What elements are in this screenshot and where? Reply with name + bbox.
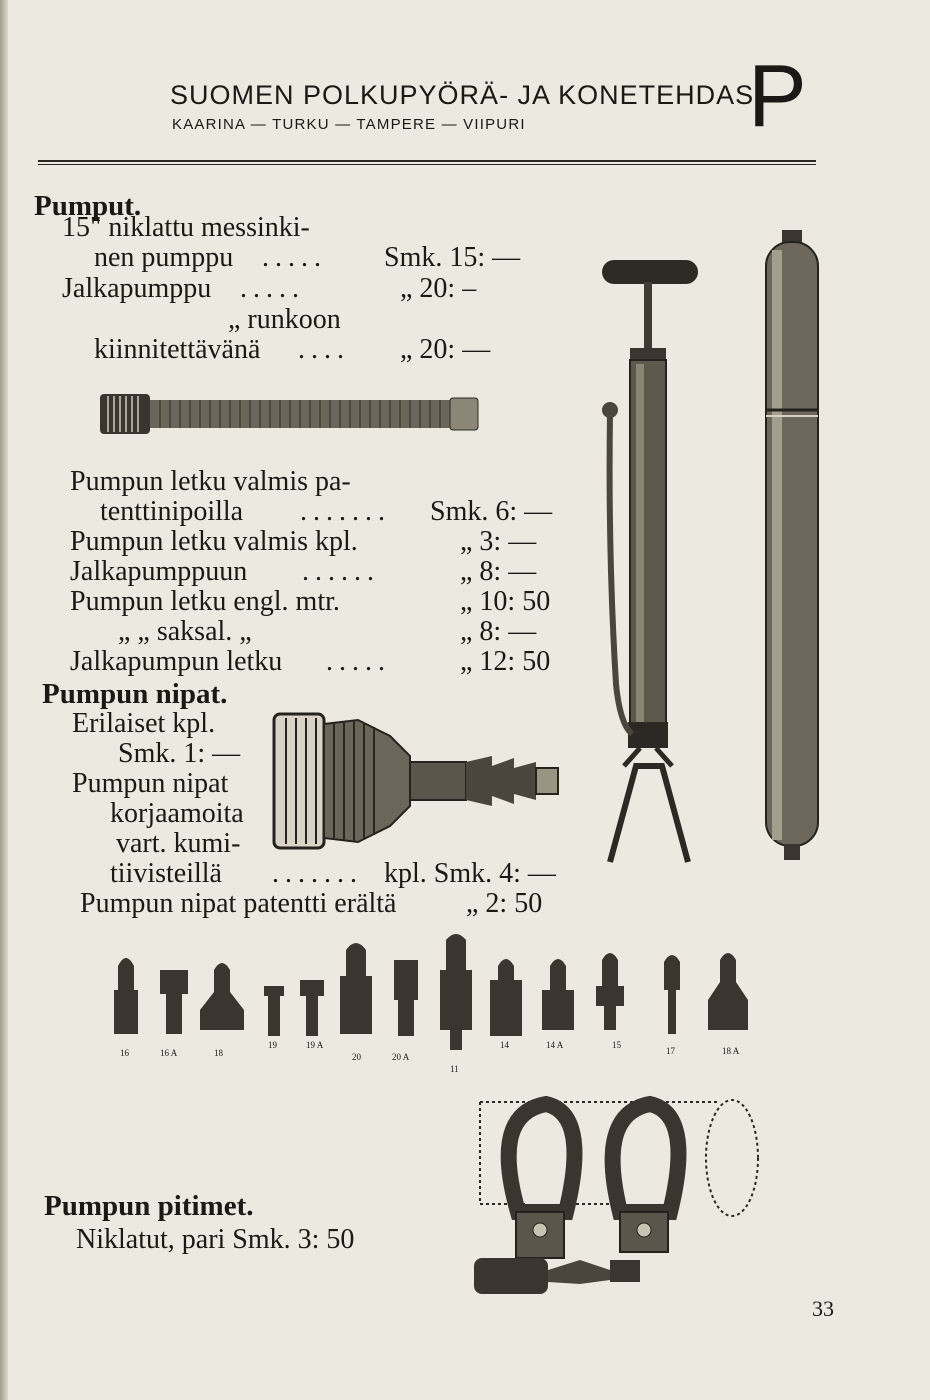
leader-dots: ..... bbox=[262, 242, 327, 273]
holders-heading: Pumpun pitimet. bbox=[44, 1190, 254, 1222]
leader-dots: .... bbox=[298, 334, 350, 365]
company-cities: KAARINA — TURKU — TAMPERE — VIIPURI bbox=[172, 116, 526, 133]
header-rule bbox=[38, 160, 816, 162]
nipple-label-10: 14 A bbox=[546, 1040, 564, 1050]
pumps-line-2-price: Smk. 15: — bbox=[384, 242, 521, 273]
nipple-label-6: 20 bbox=[352, 1052, 361, 1062]
hoses-line-5: Pumpun letku engl. mtr. bbox=[70, 586, 340, 617]
nipples-line-2: Smk. 1: — bbox=[118, 738, 241, 769]
pumps-line-5-price: „ 20: — bbox=[400, 334, 491, 365]
book-spine-shadow bbox=[0, 0, 8, 1400]
pumps-heading: Pumput. bbox=[34, 190, 142, 222]
page-number: 33 bbox=[812, 1296, 834, 1321]
nipple-label-4: 19 bbox=[268, 1040, 277, 1050]
nipples-heading: Pumpun nipat. bbox=[42, 678, 228, 710]
hoses-line-6: „ „ saksal. „ bbox=[118, 616, 252, 647]
nipple-label-11: 15 bbox=[612, 1040, 621, 1050]
pump-holders-illustration bbox=[470, 1094, 760, 1304]
leader-dots: ...... bbox=[302, 556, 380, 587]
nipples-line-4: korjaamoita bbox=[110, 798, 244, 829]
hoses-line-3-price: „ 3: — bbox=[460, 526, 537, 557]
header-rule-thin bbox=[38, 164, 816, 165]
nipple-label-1: 16 bbox=[120, 1048, 129, 1058]
frame-pump-illustration bbox=[762, 230, 822, 864]
company-name: SUOMEN POLKUPYÖRÄ- JA KONETEHDAS bbox=[170, 80, 755, 110]
nipples-line-3: Pumpun nipat bbox=[72, 768, 229, 799]
nipple-label-3: 18 bbox=[214, 1048, 223, 1058]
leader-dots: ..... bbox=[326, 646, 391, 677]
hoses-line-7: Jalkapumpun letku bbox=[70, 646, 283, 677]
pumps-line-5: kiinnitettävänä bbox=[94, 334, 261, 365]
hoses-line-3: Pumpun letku valmis kpl. bbox=[70, 526, 358, 557]
nipple-label-7: 20 A bbox=[392, 1052, 410, 1062]
nipples-line-1: Erilaiset kpl. bbox=[72, 708, 216, 739]
nipple-illustration bbox=[270, 706, 570, 856]
nipple-label-12: 17 bbox=[666, 1046, 675, 1056]
hoses-line-5-price: „ 10: 50 bbox=[460, 586, 551, 617]
hoses-line-2: tenttinipoilla bbox=[100, 496, 244, 527]
nipples-line-7: Pumpun nipat patentti erältä bbox=[80, 888, 397, 919]
hoses-line-6-price: „ 8: — bbox=[460, 616, 537, 647]
hoses-line-4-price: „ 8: — bbox=[460, 556, 537, 587]
hoses-line-7-price: „ 12: 50 bbox=[460, 646, 551, 677]
nipples-line-7-price: „ 2: 50 bbox=[466, 888, 543, 919]
leader-dots: ....... bbox=[272, 858, 363, 889]
holders-line-1: Niklatut, pari Smk. 3: 50 bbox=[76, 1224, 355, 1255]
nipple-label-9: 14 bbox=[500, 1040, 509, 1050]
nipple-label-13: 18 A bbox=[722, 1046, 740, 1056]
leader-dots: ....... bbox=[300, 496, 391, 527]
pumps-line-2: nen pumppu bbox=[94, 242, 234, 273]
nipples-line-6: tiivisteillä bbox=[110, 858, 222, 889]
section-letter: P bbox=[748, 46, 807, 145]
nipple-label-5: 19 A bbox=[306, 1040, 324, 1050]
hand-pump-illustration bbox=[596, 254, 736, 862]
pumps-line-4: „ runkoon bbox=[228, 304, 341, 335]
hoses-line-2-price: Smk. 6: — bbox=[430, 496, 553, 527]
hose-illustration bbox=[100, 388, 480, 440]
nipples-line-5: vart. kumi- bbox=[116, 828, 241, 859]
pumps-line-3: Jalkapumppu bbox=[62, 273, 212, 304]
nipple-label-8: 11 bbox=[450, 1064, 459, 1074]
nipples-line-6-price: kpl. Smk. 4: — bbox=[384, 858, 556, 889]
pumps-line-1: 15" niklattu messinki- bbox=[62, 212, 310, 243]
nipple-label-2: 16 A bbox=[160, 1048, 178, 1058]
hoses-line-4: Jalkapumppuun bbox=[70, 556, 248, 587]
nipple-row-illustration bbox=[104, 930, 764, 1080]
pumps-line-3-price: „ 20: – bbox=[400, 273, 477, 304]
hoses-line-1: Pumpun letku valmis pa- bbox=[70, 466, 351, 497]
leader-dots: ..... bbox=[240, 273, 305, 304]
